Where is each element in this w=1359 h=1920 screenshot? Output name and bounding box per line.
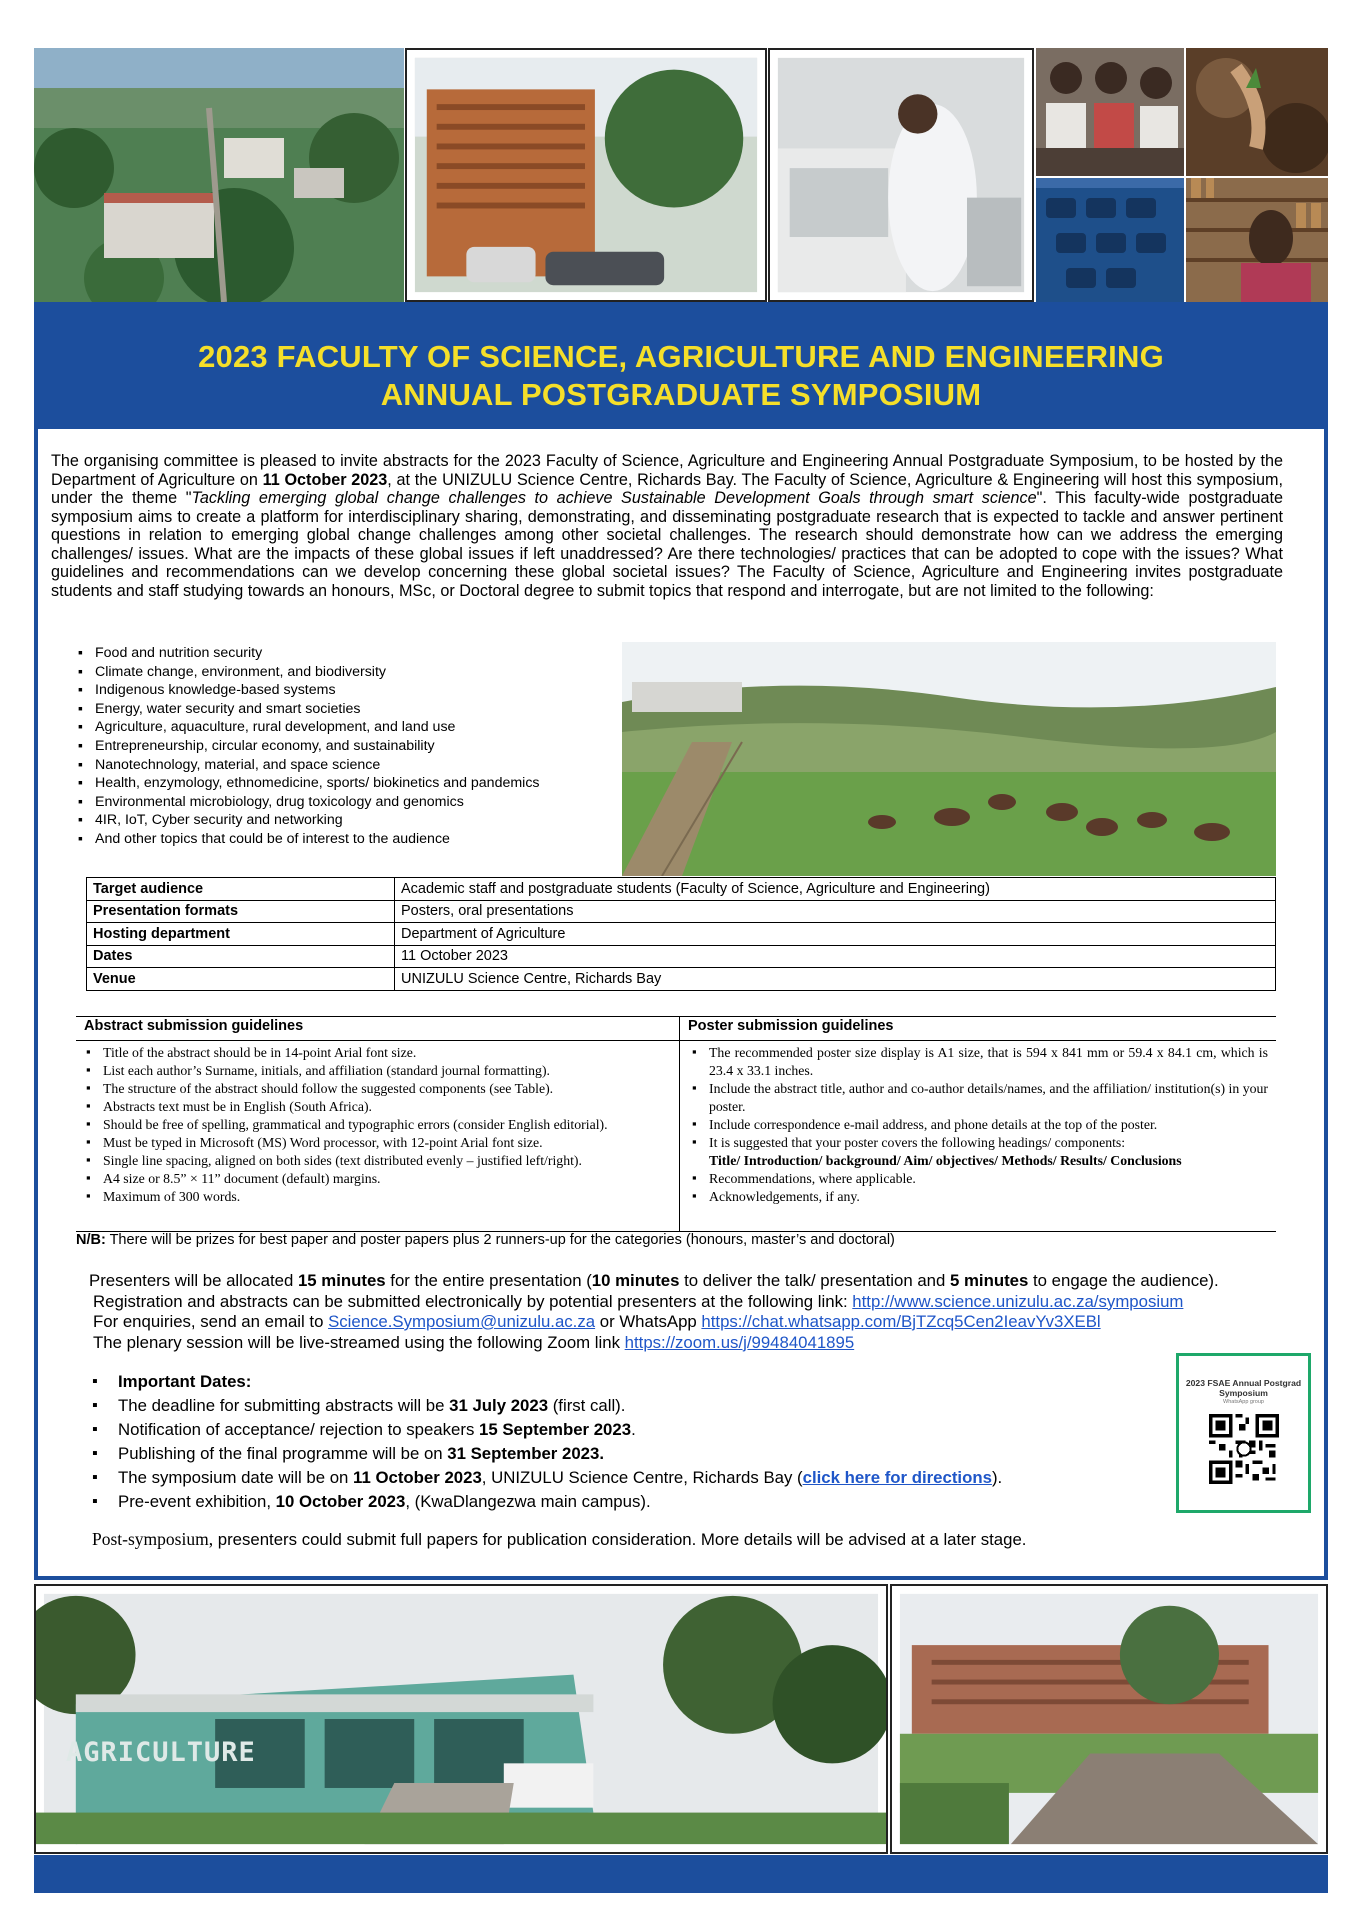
list-item: ▪ Acknowledgements, if any. <box>690 1188 1268 1206</box>
students-microscope-photo <box>1036 48 1184 176</box>
list-item: ▪ Publishing of the final programme will be on 31 September 2023. <box>92 1442 1002 1466</box>
campus-aerial-photo <box>34 48 404 302</box>
list-item: ▪ Single line spacing, aligned on both sides (text distributed evenly – justified left/right). <box>84 1152 672 1170</box>
list-item: ▪ The symposium date will be on 11 October 2023, UNIZULU Science Centre, Richards Bay (click here for directions). <box>92 1466 1002 1490</box>
list-item: ▪ Environmental microbiology, drug toxicology and genomics <box>78 793 638 812</box>
divider <box>76 1040 1276 1041</box>
topics-list <box>78 644 638 849</box>
list-item: ▪ Agriculture, aquaculture, rural development, and land use <box>78 718 638 737</box>
list-item: ▪ Pre-event exhibition, 10 October 2023, (KwaDlangezwa main campus). <box>92 1490 1002 1514</box>
list-item: ▪ Should be free of spelling, grammatical and typographic errors (consider English editorial). <box>84 1116 672 1134</box>
presenters-info <box>89 1271 1299 1353</box>
prizes-note: N/B: There will be prizes for best paper and poster papers plus 2 runners-up for the categories (honours, master’s and doctoral) <box>76 1232 895 1248</box>
calculator-photo <box>1036 178 1184 302</box>
whatsapp-link[interactable]: https://chat.whatsapp.com/BjTZcq5Cen2IeavYv3XEBl <box>701 1312 1101 1331</box>
poster-components: Title/ Introduction/ background/ Aim/ objectives/ Methods/ Results/ Conclusions <box>709 1153 1182 1168</box>
post-symposium-note: Post-symposium, presenters could submit full papers for publication consideration. More details will be advised at a later stage. <box>92 1529 1027 1549</box>
qr-title: 2023 FSAE Annual Postgrad Symposium <box>1185 1378 1302 1398</box>
abstract-guidelines-heading: Abstract submission guidelines <box>84 1018 304 1034</box>
whatsapp-qr-card[interactable] <box>1176 1353 1311 1513</box>
list-item: ▪ Notification of acceptance/ rejection to speakers 15 September 2023. <box>92 1418 1002 1442</box>
list-item: ▪ Title of the abstract should be in 14-point Arial font size. <box>84 1044 672 1062</box>
poster-guidelines-heading: Poster submission guidelines <box>688 1018 894 1034</box>
list-item: ▪ Entrepreneurship, circular economy, and sustainability <box>78 737 638 756</box>
list-item: ▪ The structure of the abstract should follow the suggested components (see Table). <box>84 1080 672 1098</box>
laboratory-photo <box>768 48 1034 302</box>
list-item: ▪ Food and nutrition security <box>78 644 638 663</box>
agriculture-building-photo <box>34 1584 888 1854</box>
zoom-line: The plenary session will be live-streamed using the following Zoom link https://zoom.us/j/99484041895 <box>93 1332 855 1352</box>
email-link[interactable]: Science.Symposium@unizulu.ac.za <box>328 1312 596 1331</box>
agriculture-sign: AGRICULTURE <box>66 1737 256 1768</box>
page-title <box>34 338 1328 414</box>
symposium-theme: Tackling emerging global change challenges to achieve Sustainable Development Goals through smart science <box>191 489 1037 507</box>
list-item: ▪ It is suggested that your poster covers the following headings/ components: Title/ Introduction/ background/ Aim/ objectives/ Methods/ Results/ Conclusions <box>690 1134 1268 1170</box>
table-row: Hosting department Department of Agriculture <box>87 923 1276 946</box>
science-centre-photo <box>890 1584 1328 1854</box>
library-student-photo <box>1186 178 1328 302</box>
list-item: ▪ Recommendations, where applicable. <box>690 1170 1268 1188</box>
list-item: ▪ And other topics that could be of interest to the audience <box>78 830 638 849</box>
table-row: Presentation formats Posters, oral presentations <box>87 900 1276 923</box>
presentation-time-line: Presenters will be allocated 15 minutes for the entire presentation (10 minutes to deliver the talk/ presentation and 5 minutes to engage the audience). <box>89 1271 1219 1290</box>
event-date: 11 October 2023 <box>262 470 388 489</box>
enquiries-line: For enquiries, send an email to Science.Symposium@unizulu.ac.za or WhatsApp https://chat.whatsapp.com/BjTZcq5Cen2IeavYv3XEBl <box>93 1312 1101 1331</box>
qr-code-icon <box>1209 1414 1279 1484</box>
poster-guidelines-list <box>690 1044 1268 1206</box>
list-item: ▪ The recommended poster size display is A1 size, that is 594 x 841 mm or 59.4 x 84.1 cm, which is 23.4 x 33.1 inches. <box>690 1044 1268 1080</box>
hands-soil-photo <box>1186 48 1328 176</box>
list-item: ▪ Must be typed in Microsoft (MS) Word processor, with 12-point Arial font size. <box>84 1134 672 1152</box>
divider <box>679 1016 680 1232</box>
table-row: Target audience Academic staff and postgraduate students (Faculty of Science, Agriculture and Engineering) <box>87 878 1276 901</box>
table-row: Dates 11 October 2023 <box>87 945 1276 968</box>
list-item: ▪ Indigenous knowledge-based systems <box>78 681 638 700</box>
list-item: ▪ Nanotechnology, material, and space science <box>78 756 638 775</box>
registration-link[interactable]: http://www.science.unizulu.ac.za/symposium <box>852 1291 1184 1311</box>
list-item: ▪ Energy, water security and smart societies <box>78 700 638 719</box>
list-item: ▪ Include the abstract title, author and co-author details/names, and the affiliation/ institution(s) in your poster. <box>690 1080 1268 1116</box>
important-dates-heading: ▪ Important Dates: <box>92 1370 1002 1394</box>
abstract-guidelines-list <box>84 1044 672 1206</box>
registration-line: Registration and abstracts can be submitted electronically by potential presenters at the following link: http://www.science.unizulu.ac.za/symposium <box>93 1291 1184 1311</box>
brick-building-photo <box>405 48 767 302</box>
list-item: ▪ List each author’s Surname, initials, and affiliation (standard journal formatting). <box>84 1062 672 1080</box>
directions-link[interactable]: click here for directions <box>802 1468 992 1487</box>
list-item: ▪ Include correspondence e-mail address, and phone details at the top of the poster. <box>690 1116 1268 1134</box>
event-info-table <box>86 877 1276 991</box>
qr-subtitle: WhatsApp group <box>1223 1399 1264 1405</box>
zoom-link[interactable]: https://zoom.us/j/99484041895 <box>624 1332 855 1352</box>
title-line-2: ANNUAL POSTGRADUATE SYMPOSIUM <box>380 377 982 412</box>
title-line-1: 2023 FACULTY OF SCIENCE, AGRICULTURE AND ENGINEERING <box>198 339 1164 374</box>
list-item: ▪ Climate change, environment, and biodiversity <box>78 663 638 682</box>
table-row: Venue UNIZULU Science Centre, Richards Bay <box>87 968 1276 991</box>
list-item: ▪ Health, enzymology, ethnomedicine, sports/ biokinetics and pandemics <box>78 774 638 793</box>
list-item: ▪ 4IR, IoT, Cyber security and networking <box>78 811 638 830</box>
list-item: ▪ A4 size or 8.5” × 11” document (default) margins. <box>84 1170 672 1188</box>
list-item: ▪ The deadline for submitting abstracts will be 31 July 2023 (first call). <box>92 1394 1002 1418</box>
farm-livestock-photo <box>622 642 1276 876</box>
important-dates-list <box>92 1370 1002 1514</box>
list-item: ▪ Maximum of 300 words. <box>84 1188 672 1206</box>
list-item: ▪ Abstracts text must be in English (South Africa). <box>84 1098 672 1116</box>
footer-bar <box>34 1855 1328 1893</box>
intro-paragraph: The organising committee is pleased to invite abstracts for the 2023 Faculty of Science, Agriculture and Engineering Annual Postgraduate Symposium, to be hosted by the Department of Agriculture on 11 October 2023, at the UNIZULU Science Centre, Richards Bay. The Faculty of Science, Agriculture & Engineering will host this symposium, under the theme "Tackling emerging global change challenges to achieve Sustainable Development Goals through smart science". This faculty-wide postgraduate symposium aims to create a platform for interdisciplinary sharing, demonstrating, and disseminating postgraduate research that is expected to tackle and answer pertinent questions in relation to emerging global change challenges among other societal challenges. The research should demonstrate how can we address the emerging challenges/ issues. What are the impacts of these global issues if left unaddressed? Are there technologies/ practices that can be adopted to cope with the issues? What guidelines and recommendations can we develop concerning these global societal issues? The Faculty of Science, Agriculture and Engineering invites postgraduate students and staff studying towards an honours, MSc, or Doctoral degree to submit topics that respond and interrogate, but are not limited to the following: <box>51 452 1283 600</box>
